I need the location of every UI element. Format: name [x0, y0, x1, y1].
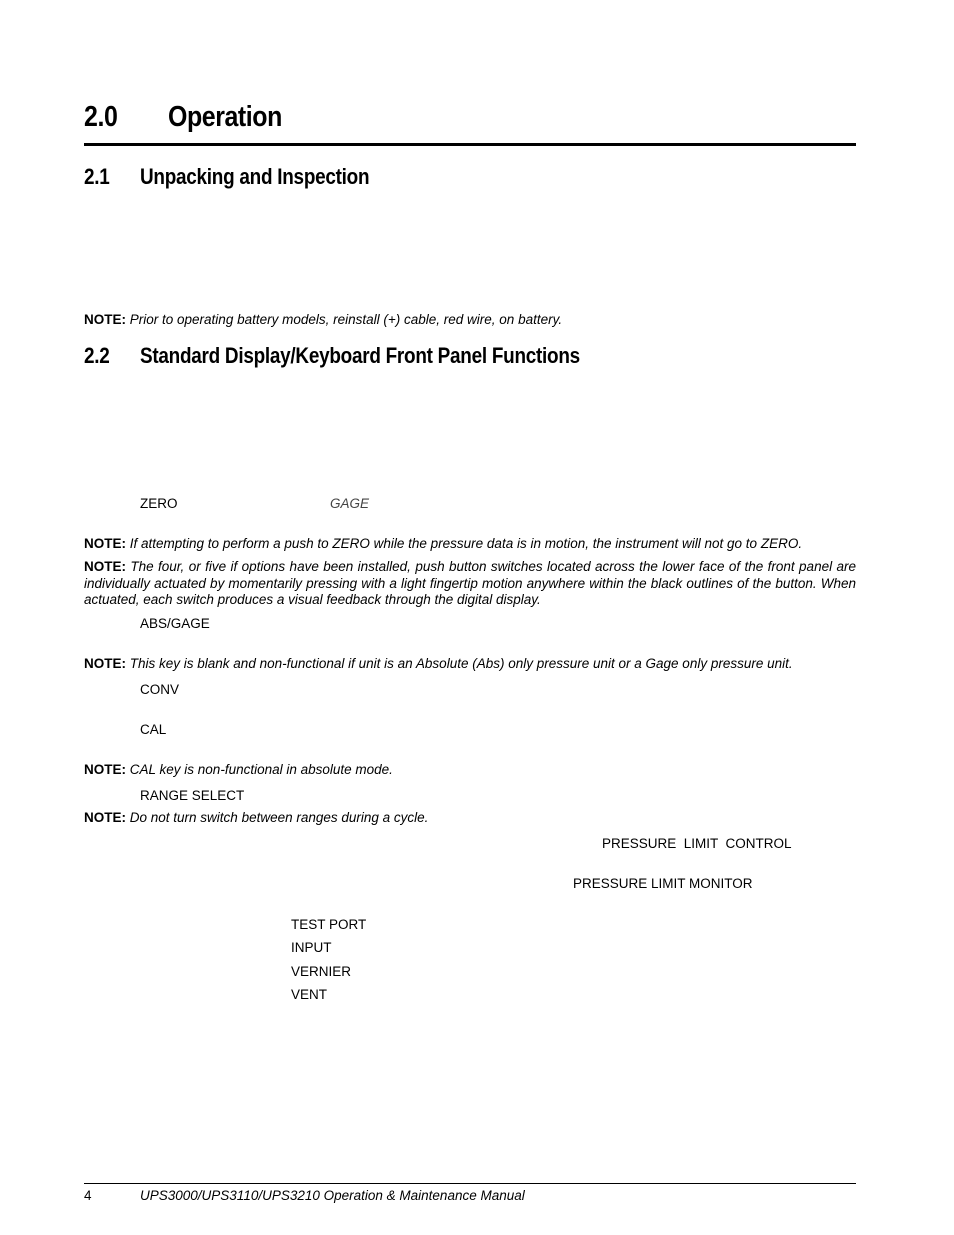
section-number: 2.0 — [84, 101, 118, 133]
footer-rule — [84, 1183, 856, 1184]
note-text: Prior to operating battery models, reinstall (+) cable, red wire, on battery. — [129, 312, 563, 327]
key-abs-gage-label: ABS/GAGE — [140, 616, 210, 631]
note-text: The four, or five if options have been installed, push button switches located across the lower face of the front panel are individually actuated by momentarily pressing with a light fingertip motion anywhere within the black outlines of the button. When actuated, each switch produces a visual feedback through the digital display. — [84, 559, 856, 607]
gage-label: GAGE — [330, 496, 370, 511]
note-abs-gage-blank — [84, 656, 793, 673]
section-rule — [84, 143, 856, 146]
pressure-limit-control-label: PRESSURE LIMIT CONTROL — [602, 836, 792, 851]
manual-title: UPS3000/UPS3110/UPS3210 Operation & Maintenance Manual — [140, 1188, 525, 1203]
note-zero-motion — [84, 536, 802, 553]
port-input: INPUT — [291, 940, 332, 955]
key-cal-label: CAL — [140, 722, 167, 737]
note-label: NOTE: — [84, 810, 126, 825]
note-battery — [84, 312, 562, 329]
key-zero-label: ZERO — [140, 496, 178, 511]
key-range-select-label: RANGE SELECT — [140, 788, 245, 803]
note-text: This key is blank and non-functional if unit is an Absolute (Abs) only pressure unit or a Gage only pressure unit. — [129, 656, 793, 671]
subsection-number-2-1: 2.1 — [84, 164, 110, 189]
port-vernier: VERNIER — [291, 964, 352, 979]
port-test-port: TEST PORT — [291, 917, 367, 932]
section-title: Operation — [168, 101, 282, 133]
note-label: NOTE: — [84, 536, 126, 551]
note-label: NOTE: — [84, 762, 126, 777]
page-number: 4 — [84, 1188, 92, 1203]
key-conv-label: CONV — [140, 682, 180, 697]
note-cal-absolute — [84, 762, 393, 779]
subsection-title-front-panel: Standard Display/Keyboard Front Panel Functions — [140, 343, 580, 368]
note-range-switch — [84, 810, 428, 827]
note-push-buttons — [84, 559, 856, 609]
note-text: CAL key is non-functional in absolute mode. — [129, 762, 393, 777]
subsection-number-2-2: 2.2 — [84, 343, 110, 368]
subsection-title-unpacking: Unpacking and Inspection — [140, 164, 370, 189]
note-label: NOTE: — [84, 656, 126, 671]
note-label: NOTE: — [84, 559, 126, 574]
note-text: If attempting to perform a push to ZERO while the pressure data is in motion, the instrument will not go to ZERO. — [129, 536, 803, 551]
pressure-limit-monitor-label: PRESSURE LIMIT MONITOR — [573, 876, 753, 891]
port-vent: VENT — [291, 987, 328, 1002]
note-text: Do not turn switch between ranges during a cycle. — [129, 810, 429, 825]
note-label: NOTE: — [84, 312, 126, 327]
